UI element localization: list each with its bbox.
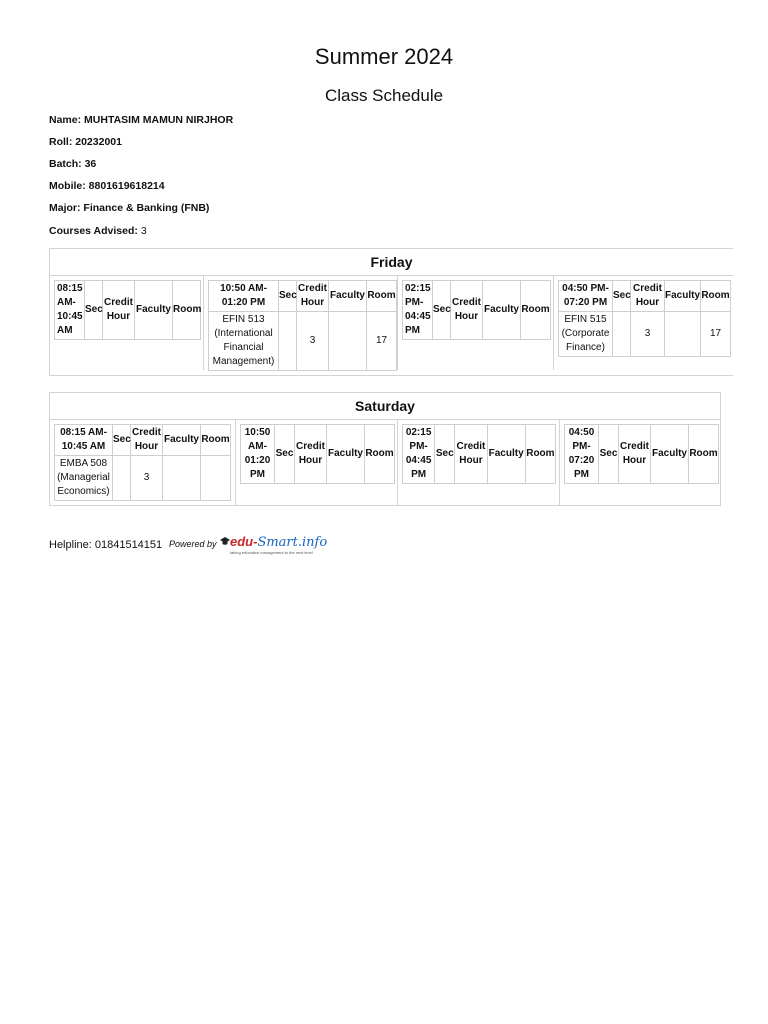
helpline: Helpline: 01841514151 <box>49 539 163 551</box>
room-header: Room <box>365 425 395 484</box>
course-sec <box>113 456 131 501</box>
sec-header: Sec <box>279 281 297 312</box>
slot-table <box>402 280 551 340</box>
sec-header: Sec <box>435 425 455 484</box>
credit-header: Credit Hour <box>455 425 487 484</box>
faculty-header: Faculty <box>487 425 525 484</box>
logo-tagline: taking education management to the next level <box>230 550 313 555</box>
slot-time: 10:50 AM- 01:20 PM <box>241 425 275 484</box>
course-room <box>201 456 231 501</box>
slot-time: 10:50 AM- 01:20 PM <box>209 281 279 312</box>
course-faculty <box>163 456 201 501</box>
slot-time: 08:15 AM- 10:45 AM <box>55 281 85 340</box>
courses-advised: Courses Advised: 3 <box>49 225 147 237</box>
room-header: Room <box>689 425 719 484</box>
slot-time: 02:15 PM- 04:45 PM <box>403 281 433 340</box>
faculty-header: Faculty <box>483 281 521 340</box>
sec-header: Sec <box>113 425 131 456</box>
credit-header: Credit Hour <box>295 425 327 484</box>
course-room: 17 <box>367 312 397 371</box>
friday-schedule <box>49 248 733 376</box>
friday-slot-3 <box>398 276 554 370</box>
faculty-header: Faculty <box>651 425 689 484</box>
sec-header: Sec <box>613 281 631 312</box>
student-batch: Batch: 36 <box>49 158 97 170</box>
slot-table <box>54 424 231 501</box>
edu-smart-logo[interactable] <box>220 534 327 555</box>
saturday-slot-row <box>50 420 720 506</box>
course-credit: 3 <box>631 312 665 357</box>
room-header: Room <box>521 281 551 340</box>
course-room: 17 <box>701 312 731 357</box>
student-mobile: Mobile: 8801619618214 <box>49 180 165 192</box>
course-name: EFIN 513 (International Financial Management) <box>209 312 279 371</box>
room-header: Room <box>525 425 555 484</box>
friday-slot-1 <box>50 276 204 370</box>
faculty-header: Faculty <box>329 281 367 312</box>
room-header: Room <box>367 281 397 312</box>
slot-time: 04:50 PM- 07:20 PM <box>565 425 599 484</box>
course-faculty <box>665 312 701 357</box>
course-sec <box>279 312 297 371</box>
credit-header: Credit Hour <box>631 281 665 312</box>
saturday-slot-4 <box>560 420 722 506</box>
graduation-cap-icon <box>220 537 230 546</box>
room-header: Room <box>701 281 731 312</box>
saturday-slot-3 <box>398 420 560 506</box>
saturday-slot-2 <box>236 420 398 506</box>
saturday-title: Saturday <box>50 393 720 420</box>
slot-time: 04:50 PM- 07:20 PM <box>559 281 613 312</box>
sec-header: Sec <box>275 425 295 484</box>
friday-slot-row <box>50 276 733 370</box>
slot-table <box>208 280 397 371</box>
course-name: EMBA 508 (Managerial Economics) <box>55 456 113 501</box>
slot-table <box>558 280 731 357</box>
student-major: Major: Finance & Banking (FNB) <box>49 202 210 214</box>
student-roll: Roll: 20232001 <box>49 136 122 148</box>
room-header: Room <box>201 425 231 456</box>
friday-slot-4 <box>554 276 734 370</box>
course-sec <box>613 312 631 357</box>
credit-header: Credit Hour <box>297 281 329 312</box>
room-header: Room <box>173 281 201 340</box>
course-credit: 3 <box>131 456 163 501</box>
slot-table <box>240 424 395 484</box>
saturday-slot-1 <box>50 420 236 506</box>
slot-table <box>54 280 201 340</box>
sec-header: Sec <box>599 425 619 484</box>
student-name: Name: MUHTASIM MAMUN NIRJHOR <box>49 114 234 126</box>
slot-table <box>564 424 719 484</box>
faculty-header: Faculty <box>327 425 365 484</box>
saturday-schedule <box>49 392 721 506</box>
course-credit: 3 <box>297 312 329 371</box>
logo-wordmark: edu-Smart.info <box>220 534 327 550</box>
friday-title: Friday <box>50 249 733 276</box>
page-title: Summer 2024 <box>314 44 454 69</box>
slot-table <box>402 424 556 484</box>
course-name: EFIN 515 (Corporate Finance) <box>559 312 613 357</box>
slot-time: 08:15 AM- 10:45 AM <box>55 425 113 456</box>
powered-by: Powered by <box>169 539 217 549</box>
page-subtitle: Class Schedule <box>324 86 444 105</box>
friday-slot-2 <box>204 276 398 370</box>
credit-header: Credit Hour <box>451 281 483 340</box>
faculty-header: Faculty <box>163 425 201 456</box>
sec-header: Sec <box>433 281 451 340</box>
sec-header: Sec <box>85 281 103 340</box>
faculty-header: Faculty <box>665 281 701 312</box>
credit-header: Credit Hour <box>131 425 163 456</box>
course-faculty <box>329 312 367 371</box>
credit-header: Credit Hour <box>103 281 135 340</box>
faculty-header: Faculty <box>135 281 173 340</box>
credit-header: Credit Hour <box>619 425 651 484</box>
slot-time: 02:15 PM- 04:45 PM <box>403 425 435 484</box>
